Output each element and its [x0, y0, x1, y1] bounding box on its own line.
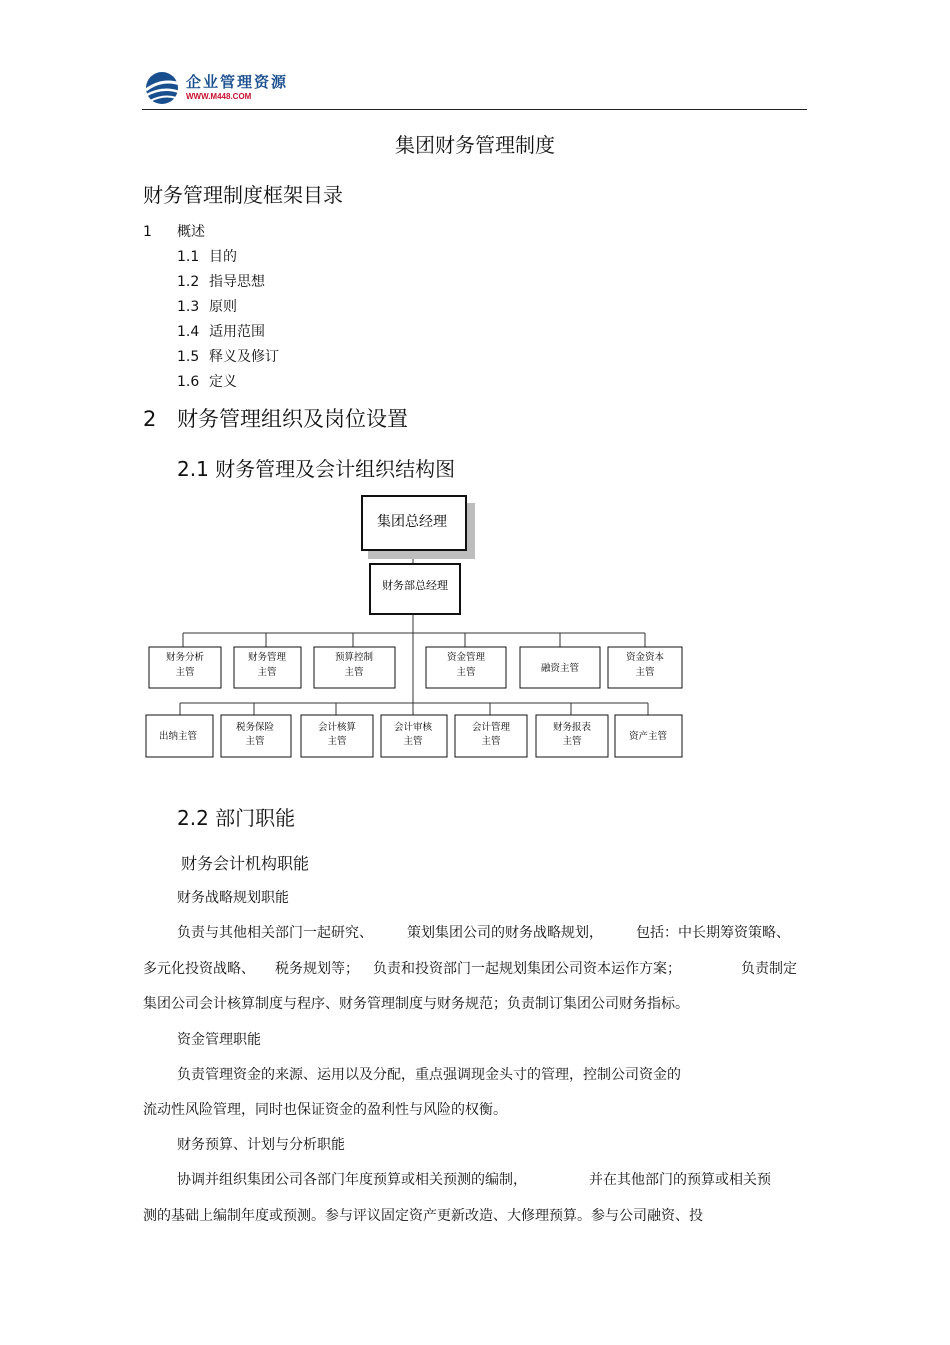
section-2-heading: 2 财务管理组织及岗位设置	[143, 407, 408, 431]
org-label-row1: 主管	[456, 667, 476, 678]
globe-swoosh-icon	[142, 68, 182, 108]
paragraph-line: 负责与其他相关部门一起研究、	[177, 925, 373, 941]
org-label-row1: 主管	[257, 667, 277, 678]
toc-item: 1.1 目的	[177, 249, 237, 265]
org-label-finance-gm: 财务部总经理	[382, 579, 448, 592]
paragraph-line: 包括：中长期筹资策略、	[636, 925, 790, 941]
paragraph-line: 流动性风险管理，同时也保证资金的盈利性与风险的权衡。	[143, 1102, 507, 1118]
org-label-ceo: 集团总经理	[377, 514, 447, 530]
org-label-row2: 主管	[245, 736, 265, 747]
toc-section-label: 概述	[177, 224, 205, 240]
paragraph-heading: 财务战略规划职能	[177, 890, 289, 906]
org-label-row1: 财务管理	[247, 652, 287, 663]
paragraph-line: 税务规划等；	[275, 961, 359, 977]
org-chart	[140, 492, 690, 762]
org-label-row1: 财务分析	[165, 652, 205, 663]
org-label-row2: 主管	[403, 736, 423, 747]
paragraph-line: 测的基础上编制年度或预测。参与评议固定资产更新改造、大修理预算。参与公司融资、投	[143, 1208, 703, 1224]
section-2-1-heading: 2.1 财务管理及会计组织结构图	[177, 457, 456, 481]
org-label-row2: 主管	[327, 736, 347, 747]
paragraph-line: 协调并组织集团公司各部门年度预算或相关预测的编制，	[177, 1172, 527, 1188]
logo-url: WWW.M448.COM	[186, 92, 252, 101]
toc-item: 1.4 适用范围	[177, 324, 265, 340]
document-title: 集团财务管理制度	[395, 133, 555, 157]
section-2-2-heading: 2.2 部门职能	[177, 806, 296, 830]
org-label-row2: 财务报表	[552, 722, 592, 733]
toc-item: 1.3 原则	[177, 299, 237, 315]
org-label-row1: 预算控制	[334, 652, 374, 663]
paragraph-line: 多元化投资战略、	[143, 961, 255, 977]
paragraph-line: 负责制定	[741, 961, 797, 977]
org-label-row1: 资金资本	[625, 652, 665, 663]
org-label-row2: 会计管理	[471, 722, 511, 733]
toc-section-1	[143, 221, 205, 241]
org-label-row1: 主管	[175, 667, 195, 678]
org-label-row1: 融资主管	[540, 663, 580, 674]
toc-item: 1.2 指导思想	[177, 274, 265, 290]
toc-title: 财务管理制度框架目录	[143, 183, 343, 207]
org-label-row1: 主管	[635, 667, 655, 678]
toc-section-number: 1	[143, 224, 152, 240]
org-label-row2: 会计核算	[317, 722, 357, 733]
paragraph-line: 集团公司会计核算制度与程序、财务管理制度与财务规范；负责制订集团公司财务指标。	[143, 996, 689, 1012]
org-label-row1: 资金管理	[446, 652, 486, 663]
paragraph-heading: 资金管理职能	[177, 1032, 261, 1048]
org-label-row2: 出纳主管	[158, 731, 198, 742]
org-label-row2: 主管	[481, 736, 501, 747]
toc-item: 1.6 定义	[177, 374, 237, 390]
paragraph-heading: 财务预算、计划与分析职能	[177, 1137, 345, 1153]
paragraph-line: 负责和投资部门一起规划集团公司资本运作方案；	[373, 961, 681, 977]
org-label-row2: 税务保险	[235, 722, 275, 733]
paragraph-line: 并在其他部门的预算或相关预	[589, 1172, 771, 1188]
toc-item: 1.5 释义及修订	[177, 349, 279, 365]
paragraph-line: 负责管理资金的来源、运用以及分配，重点强调现金头寸的管理，控制公司资金的	[177, 1067, 681, 1083]
logo-name: 企业管理资源	[186, 73, 289, 91]
company-logo	[142, 68, 292, 108]
org-label-row2: 会计审核	[393, 722, 433, 733]
subsection-heading: 财务会计机构职能	[181, 854, 310, 873]
org-label-row1: 主管	[344, 667, 364, 678]
org-label-row2: 主管	[562, 736, 582, 747]
org-label-row2: 资产主管	[628, 731, 668, 742]
header-divider	[142, 109, 807, 110]
paragraph-line: 策划集团公司的财务战略规划，	[407, 925, 603, 941]
